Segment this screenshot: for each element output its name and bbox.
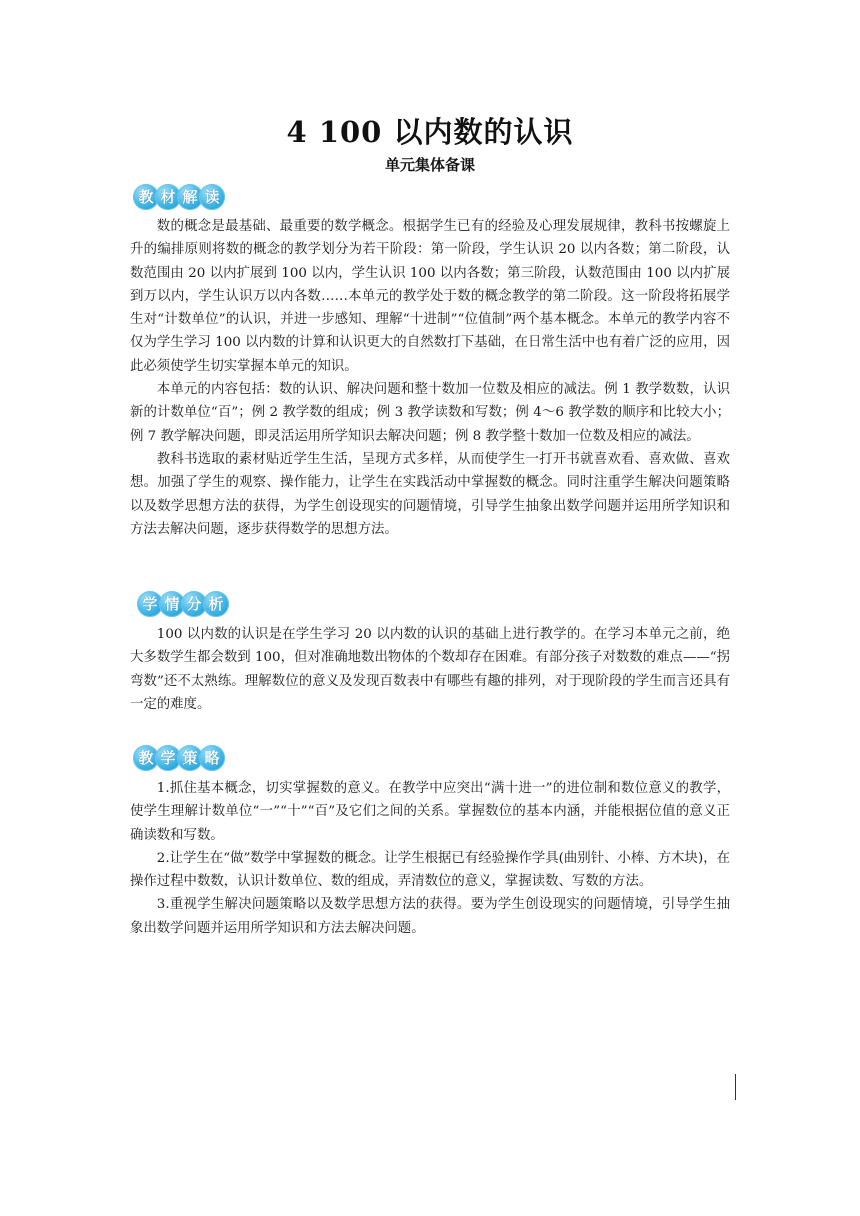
paragraph: 3.重视学生解决问题策略以及数学思想方法的获得。要为学生创设现实的问题情境，引导学生抽象出数学问题并运用所学知识和方法去解决问题。 [130, 897, 730, 936]
section-teaching-strategy [130, 777, 730, 940]
badge-char: 解 [177, 184, 203, 210]
section-badge-textbook-analysis [133, 183, 221, 210]
badge-char: 略 [199, 745, 225, 771]
paragraph: 教科书选取的素材贴近学生生活，呈现方式多样，从而使学生一打开书就喜欢看、喜欢做、喜欢想。加强了学生的观察、操作能力，让学生在实践活动中掌握数的概念。同时注重学生解决问题策略以及数学思想方法的获得，为学生创设现实的问题情境，引导学生抽象出数学问题并运用所学知识和方法去解决问题，逐步获得数学的思想方法。 [130, 451, 730, 537]
badge-char: 析 [203, 591, 229, 617]
margin-divider [735, 1074, 736, 1100]
badge-char: 学 [155, 745, 181, 771]
paragraph: 1.抓住基本概念，切实掌握数的意义。在教学中应突出“满十进一”的进位制和数位意义的教学，使学生理解计数单位“一”“十”“百”及它们之间的关系。掌握数位的基本内涵，并能根据位值的意义正确读数和写数。 [130, 781, 730, 843]
badge-char: 情 [159, 591, 185, 617]
badge-char: 教 [133, 745, 159, 771]
page-subtitle: 单元集体备课 [384, 156, 475, 174]
badge-char: 教 [133, 184, 159, 210]
paragraph: 数的概念是最基础、最重要的数学概念。根据学生已有的经验及心理发展规律，教科书按螺旋上升的编排原则将数的概念的教学划分为若干阶段：第一阶段，学生认识 20 以内各数；第二阶段，认数范围由 20 以内扩展到 100 以内，学生认识 100 以内各数；第三阶段，认数范围由 100 以内扩展到万以内，学生认识万以内各数……本单元的教学处于数的概念教学的第二阶段。这一阶段将拓展学生对“计数单位”的认识，并进一步感知、理解“十进制”“位值制”两个基本概念。本单元的教学内容不仅为学生学习 100 以内数的计算和认识更大的自然数打下基础，在日常生活中也有着广泛的应用，因此必须使学生切实掌握本单元的知识。 [130, 219, 730, 374]
section-student-analysis [130, 623, 730, 716]
section-badge-student-analysis [137, 590, 225, 617]
badge-char: 分 [181, 591, 207, 617]
paragraph: 2.让学生在“做”数学中掌握数的概念。让学生根据已有经验操作学具(曲别针、小棒、方木块)，在操作过程中数数，认识计数单位、数的组成，弄清数位的意义，掌握读数、写数的方法。 [130, 850, 730, 890]
section-badge-teaching-strategy [133, 744, 221, 771]
paragraph: 本单元的内容包括：数的认识、解决问题和整十数加一位数及相应的减法。例 1 教学数数，认识新的计数单位“百”；例 2 教学数的组成；例 3 教学读数和写数；例 4～6 教学数的顺序和比较大小；例 7 教学解决问题，即灵活运用所学知识去解决问题；例 8 教学整十数加一位数及相应的减法。 [130, 382, 730, 444]
page-title: 4 100 以内数的认识 [286, 115, 574, 149]
badge-char: 读 [199, 184, 225, 210]
paragraph: 100 以内数的认识是在学生学习 20 以内数的认识的基础上进行教学的。在学习本单元之前，绝大多数学生都会数到 100，但对准确地数出物体的个数却存在困难。有部分孩子对数数的难点——“拐弯数”还不太熟练。理解数位的意义及发现百数表中有哪些有趣的排列，对于现阶段的学生而言还具有一定的难度。 [130, 627, 730, 712]
badge-char: 材 [155, 184, 181, 210]
badge-char: 策 [177, 745, 203, 771]
section-textbook-analysis [130, 215, 730, 541]
badge-char: 学 [137, 591, 163, 617]
